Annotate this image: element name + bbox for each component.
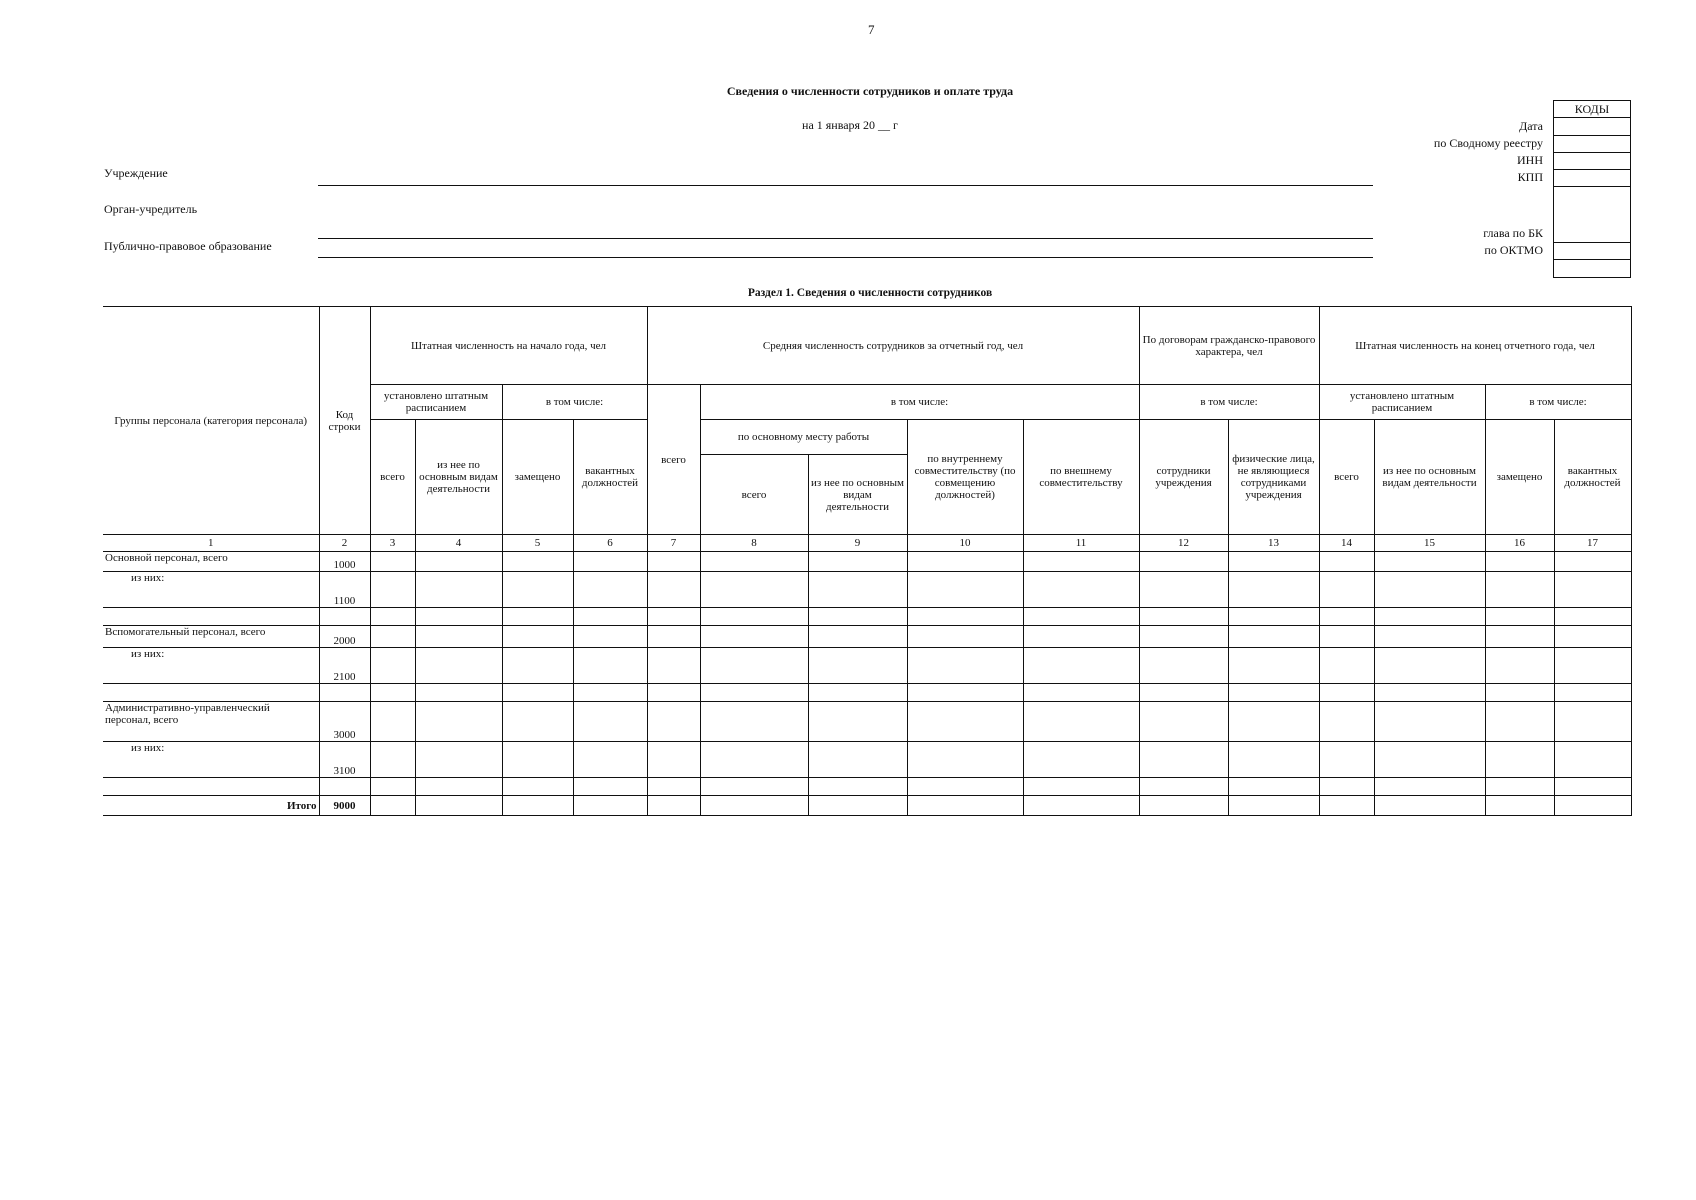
institution-field[interactable] bbox=[318, 185, 1373, 186]
data-cell[interactable] bbox=[1485, 684, 1554, 702]
total-label: Итого bbox=[103, 796, 319, 816]
data-cell[interactable] bbox=[1485, 742, 1554, 778]
codes-box bbox=[1553, 117, 1631, 278]
header-including-avg: в том числе: bbox=[700, 385, 1139, 420]
col-number: 14 bbox=[1319, 535, 1374, 552]
data-cell[interactable] bbox=[502, 648, 573, 684]
data-cell[interactable] bbox=[907, 572, 1023, 608]
data-cell[interactable] bbox=[370, 684, 415, 702]
data-cell[interactable] bbox=[1319, 702, 1374, 742]
data-cell[interactable] bbox=[808, 626, 907, 648]
col-number: 11 bbox=[1023, 535, 1139, 552]
data-cell[interactable] bbox=[700, 778, 808, 796]
municipality-field[interactable] bbox=[318, 257, 1373, 258]
data-cell[interactable] bbox=[370, 552, 415, 572]
header-start-total: всего bbox=[370, 420, 415, 535]
report-date-line: на 1 января 20 __ г bbox=[802, 118, 898, 132]
data-cell[interactable] bbox=[907, 552, 1023, 572]
data-cell[interactable] bbox=[1228, 778, 1319, 796]
row-group-label: Основной персонал, всего bbox=[103, 552, 319, 572]
data-cell[interactable] bbox=[647, 648, 700, 684]
header-main-place: по основному месту работы bbox=[700, 420, 907, 455]
col-number: 16 bbox=[1485, 535, 1554, 552]
data-cell[interactable] bbox=[1374, 608, 1485, 626]
data-cell[interactable] bbox=[502, 684, 573, 702]
codes-label-inn: ИНН bbox=[1517, 153, 1543, 167]
header-individuals: физические лица, не являющиеся сотрудниками учреждения bbox=[1228, 420, 1319, 535]
header-start-main: из нее по основным видам деятельности bbox=[415, 420, 502, 535]
row-code: 2000 bbox=[319, 626, 370, 648]
total-cell[interactable] bbox=[1023, 796, 1139, 816]
data-cell[interactable] bbox=[370, 778, 415, 796]
data-cell[interactable] bbox=[700, 684, 808, 702]
header-end-filled: замещено bbox=[1485, 420, 1554, 535]
row-group-label: из них: bbox=[103, 742, 319, 778]
header-external: по внешнему совместительству bbox=[1023, 420, 1139, 535]
data-cell[interactable] bbox=[1228, 608, 1319, 626]
form-title: Сведения о численности сотрудников и оплате труда bbox=[726, 84, 1014, 98]
header-contracts: По договорам гражданско-правового характера, чел bbox=[1139, 307, 1319, 385]
data-cell[interactable] bbox=[573, 552, 647, 572]
header-including-contracts: в том числе: bbox=[1139, 385, 1319, 420]
data-cell[interactable] bbox=[1139, 572, 1228, 608]
total-cell[interactable] bbox=[502, 796, 573, 816]
data-cell[interactable] bbox=[1228, 648, 1319, 684]
data-cell[interactable] bbox=[1374, 572, 1485, 608]
table-row bbox=[103, 702, 1631, 742]
codes-inn-cell[interactable] bbox=[1553, 169, 1631, 170]
data-cell[interactable] bbox=[502, 626, 573, 648]
row-group-label: Административно-управленческий персонал, всего bbox=[103, 702, 319, 742]
data-cell[interactable] bbox=[573, 742, 647, 778]
data-cell[interactable] bbox=[1374, 648, 1485, 684]
data-cell[interactable] bbox=[1023, 626, 1139, 648]
data-cell[interactable] bbox=[502, 742, 573, 778]
data-cell[interactable] bbox=[502, 608, 573, 626]
col-number: 4 bbox=[415, 535, 502, 552]
col-number: 15 bbox=[1374, 535, 1485, 552]
data-cell[interactable] bbox=[1374, 778, 1485, 796]
data-cell[interactable] bbox=[1139, 742, 1228, 778]
data-cell[interactable] bbox=[1485, 702, 1554, 742]
total-cell[interactable] bbox=[370, 796, 415, 816]
data-cell[interactable] bbox=[415, 552, 502, 572]
codes-label-bk: глава по БК bbox=[1483, 226, 1543, 240]
data-cell[interactable] bbox=[1374, 702, 1485, 742]
col-number: 1 bbox=[103, 535, 319, 552]
col-number: 9 bbox=[808, 535, 907, 552]
data-cell[interactable] bbox=[1554, 648, 1631, 684]
data-cell[interactable] bbox=[573, 684, 647, 702]
data-cell[interactable] bbox=[370, 742, 415, 778]
data-cell[interactable] bbox=[1374, 742, 1485, 778]
data-cell[interactable] bbox=[1319, 572, 1374, 608]
header-avg-total: всего bbox=[647, 385, 700, 535]
data-cell[interactable] bbox=[1139, 778, 1228, 796]
data-cell[interactable] bbox=[573, 648, 647, 684]
data-cell[interactable] bbox=[907, 778, 1023, 796]
data-cell[interactable] bbox=[1023, 684, 1139, 702]
row-group-label: Вспомогательный персонал, всего bbox=[103, 626, 319, 648]
data-cell[interactable] bbox=[502, 552, 573, 572]
data-cell[interactable] bbox=[1485, 608, 1554, 626]
data-cell[interactable] bbox=[907, 702, 1023, 742]
data-cell[interactable] bbox=[808, 552, 907, 572]
data-cell[interactable] bbox=[1139, 702, 1228, 742]
header-start-filled: замещено bbox=[502, 420, 573, 535]
col-number: 10 bbox=[907, 535, 1023, 552]
codes-label-registry: по Сводному реестру bbox=[1433, 136, 1543, 150]
data-cell[interactable] bbox=[1319, 626, 1374, 648]
row-group-label bbox=[103, 684, 319, 702]
data-cell[interactable] bbox=[1139, 626, 1228, 648]
data-cell[interactable] bbox=[808, 608, 907, 626]
data-cell[interactable] bbox=[1023, 552, 1139, 572]
data-cell[interactable] bbox=[1319, 552, 1374, 572]
data-cell[interactable] bbox=[1139, 684, 1228, 702]
codes-label-date: Дата bbox=[1519, 119, 1543, 133]
row-code bbox=[319, 778, 370, 796]
col-number: 17 bbox=[1554, 535, 1631, 552]
data-cell[interactable] bbox=[415, 572, 502, 608]
row-group-label: из них: bbox=[103, 572, 319, 608]
data-cell[interactable] bbox=[370, 648, 415, 684]
data-cell[interactable] bbox=[1374, 684, 1485, 702]
row-code: 1100 bbox=[319, 572, 370, 608]
row-code bbox=[319, 608, 370, 626]
data-cell[interactable] bbox=[700, 552, 808, 572]
institution-label: Учреждение bbox=[104, 166, 168, 180]
header-established-start: установлено штатным расписанием bbox=[370, 385, 502, 420]
table-row bbox=[103, 684, 1631, 702]
row-code: 2100 bbox=[319, 648, 370, 684]
total-cell[interactable] bbox=[647, 796, 700, 816]
codes-date-cell[interactable] bbox=[1553, 135, 1631, 136]
total-cell[interactable] bbox=[808, 796, 907, 816]
header-employees: сотрудники учреждения bbox=[1139, 420, 1228, 535]
municipality-label: Публично-правовое образование bbox=[104, 239, 272, 253]
data-cell[interactable] bbox=[1554, 778, 1631, 796]
data-cell[interactable] bbox=[1228, 684, 1319, 702]
data-cell[interactable] bbox=[907, 742, 1023, 778]
codes-bk-cell[interactable] bbox=[1553, 242, 1631, 243]
data-cell[interactable] bbox=[808, 684, 907, 702]
data-cell[interactable] bbox=[415, 648, 502, 684]
row-code bbox=[319, 684, 370, 702]
section-title: Раздел 1. Сведения о численности сотрудников bbox=[747, 287, 993, 299]
data-cell[interactable] bbox=[1374, 626, 1485, 648]
data-cell[interactable] bbox=[1554, 626, 1631, 648]
data-cell[interactable] bbox=[1228, 742, 1319, 778]
data-cell[interactable] bbox=[1319, 778, 1374, 796]
data-cell[interactable] bbox=[1554, 702, 1631, 742]
header-main-place-total: всего bbox=[700, 455, 808, 535]
data-cell[interactable] bbox=[700, 742, 808, 778]
header-end-of-year: Штатная численность на конец отчетного года, чел bbox=[1319, 307, 1631, 385]
data-cell[interactable] bbox=[573, 626, 647, 648]
data-cell[interactable] bbox=[1228, 552, 1319, 572]
header-main-place-main: из нее по основным видам деятельности bbox=[808, 455, 907, 535]
data-cell[interactable] bbox=[370, 572, 415, 608]
data-cell[interactable] bbox=[1023, 608, 1139, 626]
data-cell[interactable] bbox=[1023, 778, 1139, 796]
total-row bbox=[103, 796, 1631, 816]
codes-label-kpp: КПП bbox=[1517, 170, 1543, 184]
staff-table bbox=[103, 306, 1632, 816]
row-code: 3000 bbox=[319, 702, 370, 742]
total-cell[interactable] bbox=[1228, 796, 1319, 816]
row-code: 1000 bbox=[319, 552, 370, 572]
header-groups: Группы персонала (категория персонала) bbox=[103, 307, 319, 535]
data-cell[interactable] bbox=[415, 684, 502, 702]
data-cell[interactable] bbox=[1485, 572, 1554, 608]
data-cell[interactable] bbox=[1228, 572, 1319, 608]
data-cell[interactable] bbox=[1228, 626, 1319, 648]
row-group-label bbox=[103, 608, 319, 626]
codes-kpp-cell[interactable] bbox=[1553, 186, 1631, 187]
data-cell[interactable] bbox=[907, 608, 1023, 626]
data-cell[interactable] bbox=[415, 778, 502, 796]
data-cell[interactable] bbox=[1485, 626, 1554, 648]
codes-header: КОДЫ bbox=[1553, 100, 1631, 117]
total-cell[interactable] bbox=[1485, 796, 1554, 816]
header-including-start: в том числе: bbox=[502, 385, 647, 420]
data-cell[interactable] bbox=[808, 742, 907, 778]
total-cell[interactable] bbox=[1319, 796, 1374, 816]
column-numbers-row bbox=[103, 535, 1631, 552]
col-number: 8 bbox=[700, 535, 808, 552]
col-number: 13 bbox=[1228, 535, 1319, 552]
data-cell[interactable] bbox=[573, 778, 647, 796]
header-established-end: установлено штатным расписанием bbox=[1319, 385, 1485, 420]
data-cell[interactable] bbox=[415, 608, 502, 626]
header-end-main: из нее по основным видам деятельности bbox=[1374, 420, 1485, 535]
row-code: 3100 bbox=[319, 742, 370, 778]
data-cell[interactable] bbox=[502, 572, 573, 608]
data-cell[interactable] bbox=[647, 572, 700, 608]
data-cell[interactable] bbox=[1374, 552, 1485, 572]
data-cell[interactable] bbox=[1554, 608, 1631, 626]
data-cell[interactable] bbox=[647, 702, 700, 742]
data-cell[interactable] bbox=[573, 572, 647, 608]
codes-registry-cell[interactable] bbox=[1553, 152, 1631, 153]
data-cell[interactable] bbox=[1228, 702, 1319, 742]
data-cell[interactable] bbox=[1023, 648, 1139, 684]
header-start-of-year: Штатная численность на начало года, чел bbox=[370, 307, 647, 385]
header-code: Код строки bbox=[319, 307, 370, 535]
data-cell[interactable] bbox=[1554, 684, 1631, 702]
header-average: Средняя численность сотрудников за отчетный год, чел bbox=[647, 307, 1139, 385]
total-cell[interactable] bbox=[700, 796, 808, 816]
data-cell[interactable] bbox=[1023, 742, 1139, 778]
data-cell[interactable] bbox=[502, 778, 573, 796]
header-start-vacant: вакантных должностей bbox=[573, 420, 647, 535]
data-cell[interactable] bbox=[808, 702, 907, 742]
data-cell[interactable] bbox=[1554, 742, 1631, 778]
data-cell[interactable] bbox=[808, 778, 907, 796]
total-cell[interactable] bbox=[1554, 796, 1631, 816]
founder-field[interactable] bbox=[318, 238, 1373, 239]
data-cell[interactable] bbox=[415, 742, 502, 778]
total-cell[interactable] bbox=[573, 796, 647, 816]
data-cell[interactable] bbox=[370, 702, 415, 742]
data-cell[interactable] bbox=[573, 608, 647, 626]
data-cell[interactable] bbox=[647, 626, 700, 648]
data-cell[interactable] bbox=[700, 608, 808, 626]
header-end-vacant: вакантных должностей bbox=[1554, 420, 1631, 535]
total-cell[interactable] bbox=[1374, 796, 1485, 816]
data-cell[interactable] bbox=[1139, 608, 1228, 626]
table-row bbox=[103, 742, 1631, 778]
header-end-total: всего bbox=[1319, 420, 1374, 535]
page-number: 7 bbox=[868, 22, 875, 37]
table-row bbox=[103, 626, 1631, 648]
data-cell[interactable] bbox=[1485, 778, 1554, 796]
data-cell[interactable] bbox=[415, 702, 502, 742]
total-cell[interactable] bbox=[907, 796, 1023, 816]
data-cell[interactable] bbox=[907, 684, 1023, 702]
data-cell[interactable] bbox=[907, 626, 1023, 648]
data-cell[interactable] bbox=[1485, 648, 1554, 684]
data-cell[interactable] bbox=[700, 572, 808, 608]
header-including-end: в том числе: bbox=[1485, 385, 1631, 420]
data-cell[interactable] bbox=[700, 626, 808, 648]
col-number: 3 bbox=[370, 535, 415, 552]
table-row bbox=[103, 648, 1631, 684]
data-cell[interactable] bbox=[1319, 608, 1374, 626]
data-cell[interactable] bbox=[415, 626, 502, 648]
table-row bbox=[103, 572, 1631, 608]
codes-oktmo-cell[interactable] bbox=[1553, 259, 1631, 260]
table-row bbox=[103, 778, 1631, 796]
total-code: 9000 bbox=[319, 796, 370, 816]
data-cell[interactable] bbox=[1554, 572, 1631, 608]
data-cell[interactable] bbox=[647, 552, 700, 572]
data-cell[interactable] bbox=[1023, 572, 1139, 608]
data-cell[interactable] bbox=[1554, 552, 1631, 572]
data-cell[interactable] bbox=[647, 684, 700, 702]
data-cell[interactable] bbox=[1139, 552, 1228, 572]
data-cell[interactable] bbox=[647, 778, 700, 796]
data-cell[interactable] bbox=[808, 648, 907, 684]
founder-label: Орган-учредитель bbox=[104, 202, 198, 216]
col-number: 7 bbox=[647, 535, 700, 552]
row-group-label bbox=[103, 778, 319, 796]
table-row bbox=[103, 552, 1631, 572]
header-internal: по внутреннему совместительству (по совмещению должностей) bbox=[907, 420, 1023, 535]
data-cell[interactable] bbox=[907, 648, 1023, 684]
data-cell[interactable] bbox=[1319, 742, 1374, 778]
data-cell[interactable] bbox=[1023, 702, 1139, 742]
data-cell[interactable] bbox=[370, 608, 415, 626]
data-cell[interactable] bbox=[700, 648, 808, 684]
col-number: 12 bbox=[1139, 535, 1228, 552]
data-cell[interactable] bbox=[502, 702, 573, 742]
data-cell[interactable] bbox=[647, 742, 700, 778]
data-cell[interactable] bbox=[808, 572, 907, 608]
data-cell[interactable] bbox=[1139, 648, 1228, 684]
data-cell[interactable] bbox=[370, 626, 415, 648]
table-row bbox=[103, 608, 1631, 626]
data-cell[interactable] bbox=[573, 702, 647, 742]
data-cell[interactable] bbox=[1319, 648, 1374, 684]
col-number: 6 bbox=[573, 535, 647, 552]
col-number: 2 bbox=[319, 535, 370, 552]
col-number: 5 bbox=[502, 535, 573, 552]
data-cell[interactable] bbox=[647, 608, 700, 626]
total-cell[interactable] bbox=[415, 796, 502, 816]
data-cell[interactable] bbox=[700, 702, 808, 742]
data-cell[interactable] bbox=[1319, 684, 1374, 702]
total-cell[interactable] bbox=[1139, 796, 1228, 816]
codes-label-oktmo: по ОКТМО bbox=[1484, 243, 1543, 257]
data-cell[interactable] bbox=[1485, 552, 1554, 572]
row-group-label: из них: bbox=[103, 648, 319, 684]
